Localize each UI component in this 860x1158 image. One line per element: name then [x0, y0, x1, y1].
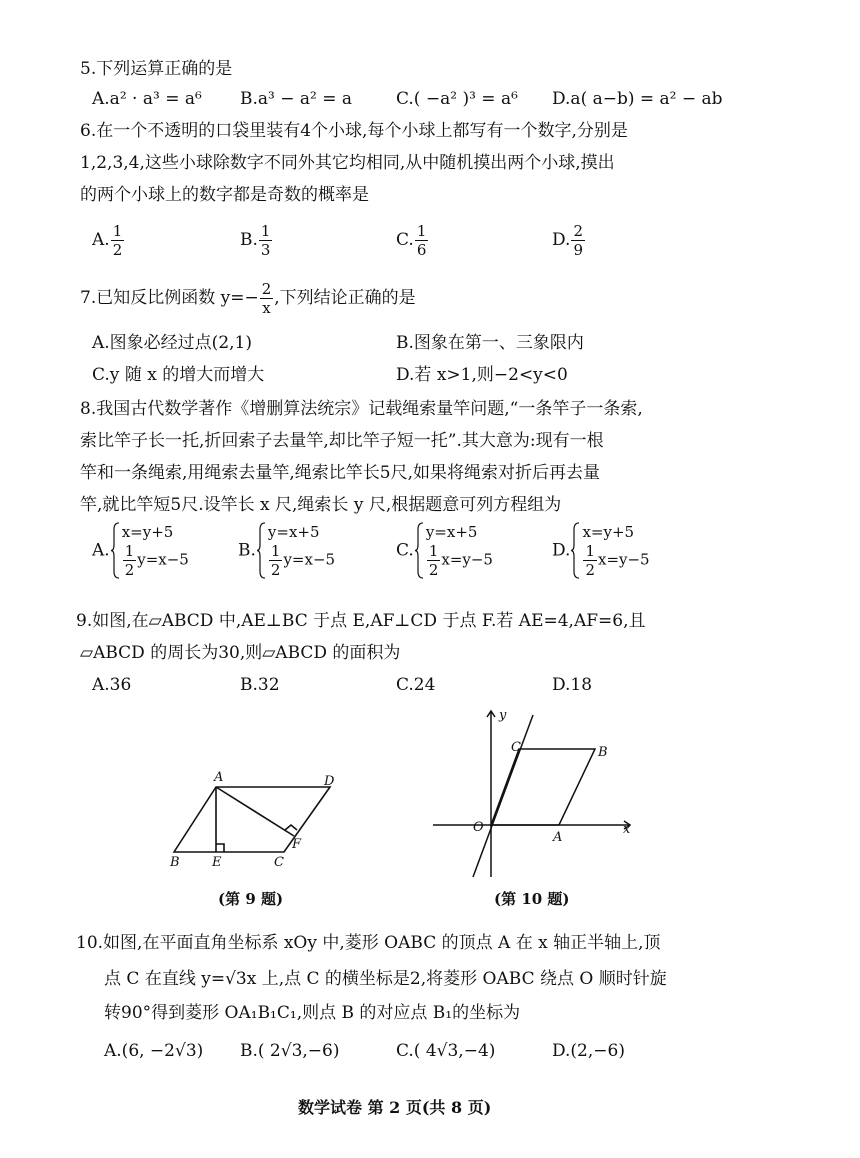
q10-line-2: 点 C 在直线 y=√3x 上,点 C 的横坐标是2,将菱形 OABC 绕点 O 顺时针旋: [104, 969, 667, 989]
brace-icon: [570, 522, 580, 579]
q9-option-d: D.18: [552, 675, 593, 695]
q6-line-1: 6.在一个不透明的口袋里装有4个小球,每个小球上都写有一个数字,分别是: [80, 121, 628, 141]
q8-line-2: 索比竿子长一托,折回索子去量竿,却比竿子短一托”.其大意为:现有一根: [80, 431, 604, 451]
q6-option-a: A. $\frac{1}{2}$: [92, 222, 123, 259]
label-a: A: [553, 830, 563, 845]
equation-system: y=x+5 $\frac{1}{2}$ x=y−5: [414, 522, 493, 579]
brace-icon: [110, 522, 120, 579]
q6-option-b: B. $\frac{1}{3}$: [240, 222, 271, 259]
q10-option-d: D.(2,−6): [552, 1041, 625, 1061]
label-a: A: [214, 770, 224, 785]
q6-option-d: D. $\frac{2}{9}$: [552, 222, 583, 259]
label-f: F: [292, 837, 302, 852]
label-o: O: [473, 820, 484, 835]
label-y: y: [499, 708, 507, 723]
q9-option-a: A.36: [92, 675, 132, 695]
q6-line-2: 1,2,3,4,这些小球除数字不同外其它均相同,从中随机摸出两个小球,摸出: [80, 153, 615, 173]
q8-line-4: 竿,就比竿短5尺.设竿长 x 尺,绳索长 y 尺,根据题意可列方程组为: [80, 495, 562, 515]
page-footer: 数学试卷 第 2 页(共 8 页): [298, 1098, 492, 1117]
q10-option-a: A.(6, −2√3): [104, 1041, 204, 1061]
q5-option-d: D.a( a−b) = a² − ab: [552, 89, 723, 109]
q8-option-a: A. x=y+5 $\frac{1}{2}$ y=x−5: [92, 523, 189, 579]
q5-option-c: C.( −a² )³ = a⁶: [396, 89, 518, 109]
label-e: E: [212, 855, 222, 870]
label-x: x: [623, 822, 631, 837]
q8-line-3: 竿和一条绳索,用绳索去量竿,绳索比竿长5尺,如果将绳索对折后再去量: [80, 463, 601, 483]
brace-icon: [414, 522, 424, 579]
figure-10-caption: (第 10 题): [494, 890, 570, 908]
figure-9-parallelogram: [160, 765, 350, 875]
q7-option-b: B.图象在第一、三象限内: [396, 333, 584, 353]
equation-system: y=x+5 $\frac{1}{2}$ y=x−5: [256, 522, 335, 579]
q7-stem: 7.已知反比例函数 y=− $\frac{2}{x}$ ,下列结论正确的是: [80, 280, 416, 317]
label-c: C: [511, 740, 521, 755]
q10-line-3: 转90°得到菱形 OA₁B₁C₁,则点 B 的对应点 B₁的坐标为: [104, 1003, 521, 1023]
q9-line-1: 9.如图,在▱ABCD 中,AE⊥BC 于点 E,AF⊥CD 于点 F.若 AE=4,AF=6,且: [76, 611, 646, 631]
q8-option-d: D. x=y+5 $\frac{1}{2}$ x=y−5: [552, 523, 650, 579]
q10-line-1: 10.如图,在平面直角坐标系 xOy 中,菱形 OABC 的顶点 A 在 x 轴正半轴上,顶: [76, 933, 661, 953]
q8-option-c: C. y=x+5 $\frac{1}{2}$ x=y−5: [396, 523, 493, 579]
q6-option-c: C. $\frac{1}{6}$: [396, 222, 427, 259]
label-c: C: [274, 855, 284, 870]
q9-option-c: C.24: [396, 675, 436, 695]
q8-option-b: B. y=x+5 $\frac{1}{2}$ y=x−5: [238, 523, 336, 579]
figure-10-coordinate-plane: [425, 705, 645, 880]
q10-option-c: C.( 4√3,−4): [396, 1041, 496, 1061]
q7-option-a: A.图象必经过点(2,1): [92, 333, 252, 353]
label-b: B: [170, 855, 180, 870]
equation-system: x=y+5 $\frac{1}{2}$ y=x−5: [110, 522, 189, 579]
q7-option-d: D.若 x>1,则−2<y<0: [396, 365, 568, 385]
q8-line-1: 8.我国古代数学著作《增删算法统宗》记载绳索量竿问题,“一条竿子一条索,: [80, 399, 643, 419]
q9-option-b: B.32: [240, 675, 280, 695]
label-d: D: [324, 774, 335, 789]
q10-option-b: B.( 2√3,−6): [240, 1041, 340, 1061]
brace-icon: [256, 522, 266, 579]
figure-9-caption: (第 9 题): [218, 890, 284, 908]
q5-option-a: A.a² · a³ = a⁶: [92, 89, 202, 109]
q9-line-2: ▱ABCD 的周长为30,则▱ABCD 的面积为: [80, 643, 401, 663]
q6-line-3: 的两个小球上的数字都是奇数的概率是: [80, 185, 369, 205]
q5-stem: 5.下列运算正确的是: [80, 59, 233, 79]
label-b: B: [598, 745, 608, 760]
q7-option-c: C.y 随 x 的增大而增大: [92, 365, 265, 385]
q5-option-b: B.a³ − a² = a: [240, 89, 353, 109]
equation-system: x=y+5 $\frac{1}{2}$ x=y−5: [570, 522, 649, 579]
